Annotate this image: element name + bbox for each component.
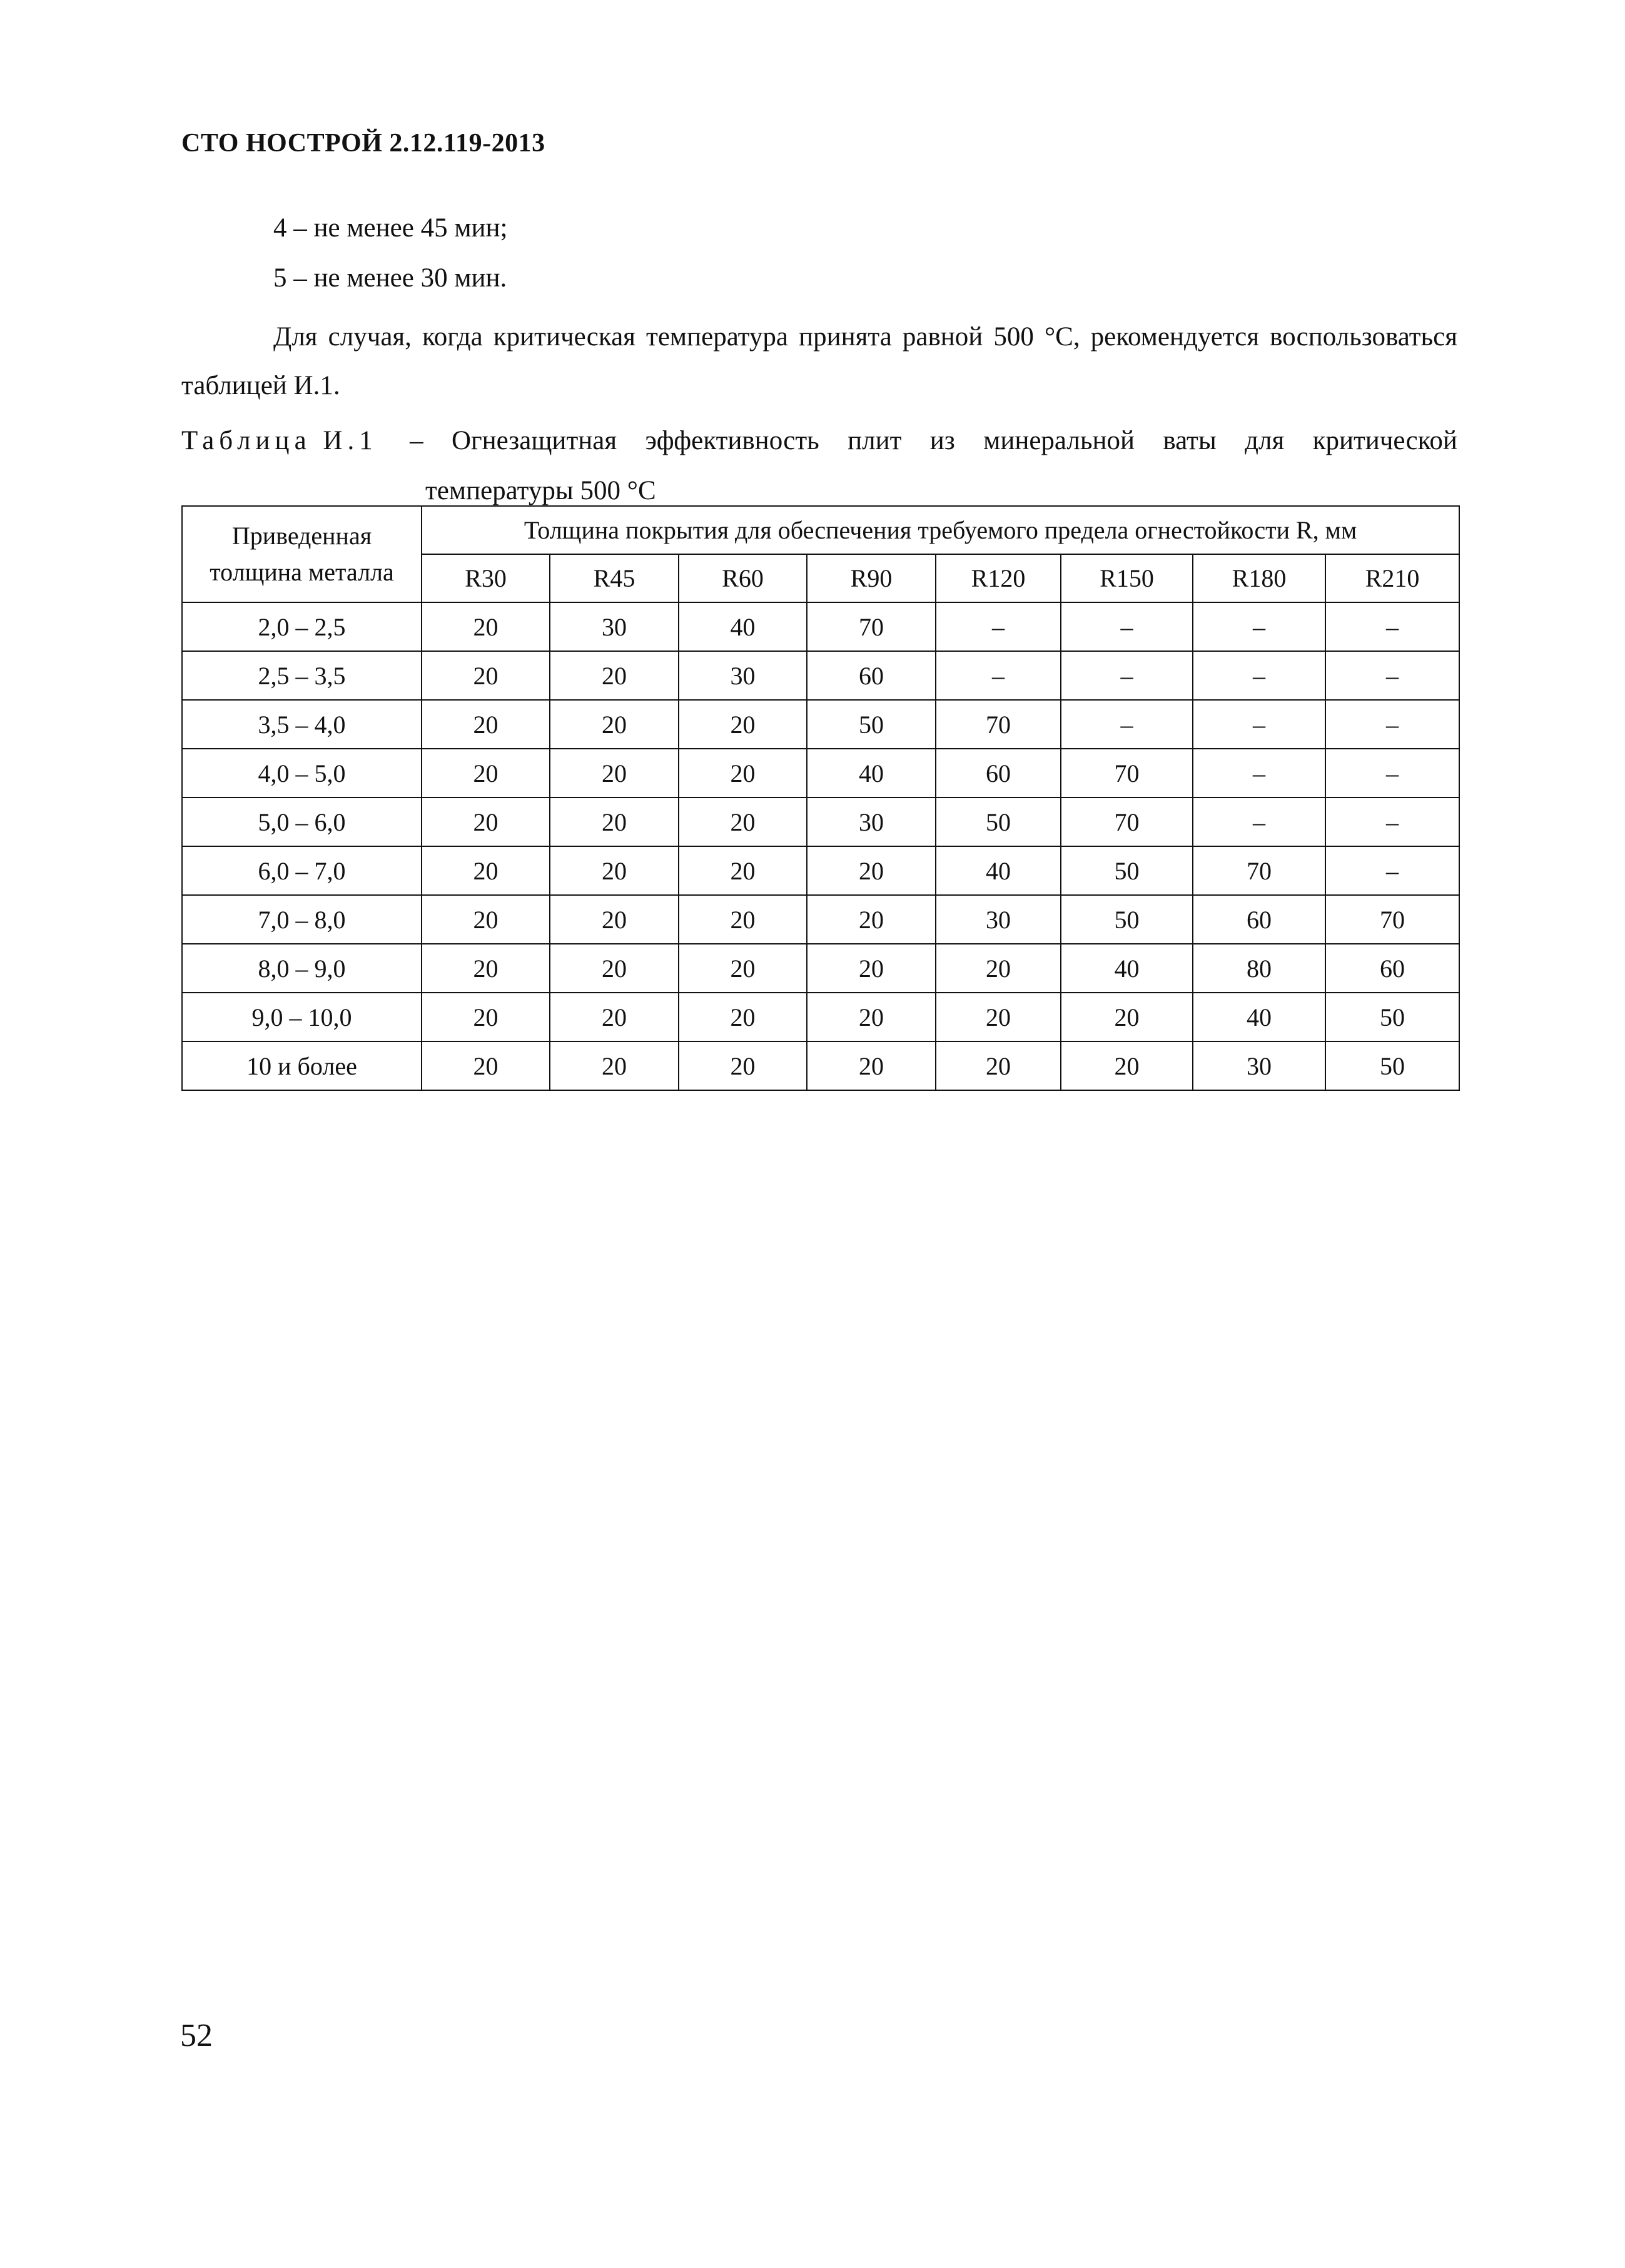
table-row <box>182 895 1459 944</box>
value-cell: 50 <box>1061 846 1193 895</box>
row-label-cell: 2,5 – 3,5 <box>182 651 422 700</box>
value-cell: 20 <box>936 1041 1061 1090</box>
value-cell: 20 <box>679 846 807 895</box>
value-cell: 40 <box>1193 993 1325 1041</box>
caption-word: Огнезащитная <box>451 426 617 455</box>
value-cell: 50 <box>807 700 936 749</box>
value-cell: 20 <box>550 749 679 797</box>
value-cell: 70 <box>1325 895 1459 944</box>
value-cell: 30 <box>936 895 1061 944</box>
row-label-cell: 3,5 – 4,0 <box>182 700 422 749</box>
row-label-cell: 9,0 – 10,0 <box>182 993 422 1041</box>
value-cell: 20 <box>550 651 679 700</box>
page-number: 52 <box>180 2018 213 2053</box>
table-row <box>182 749 1459 797</box>
value-cell: 20 <box>679 993 807 1041</box>
value-cell: – <box>936 602 1061 651</box>
value-cell: 40 <box>1061 944 1193 993</box>
value-cell: 20 <box>422 944 550 993</box>
value-cell: 30 <box>807 797 936 846</box>
value-cell: 20 <box>807 846 936 895</box>
value-cell: 60 <box>936 749 1061 797</box>
row-header-cell: Приведенная толщина металла <box>182 506 422 602</box>
value-cell: 40 <box>936 846 1061 895</box>
value-cell: 40 <box>807 749 936 797</box>
value-cell: – <box>1061 651 1193 700</box>
table-row <box>182 993 1459 1041</box>
table-row <box>182 797 1459 846</box>
document-header: СТО НОСТРОЙ 2.12.119-2013 <box>181 129 545 158</box>
column-header: R150 <box>1061 554 1193 602</box>
row-label-cell: 6,0 – 7,0 <box>182 846 422 895</box>
value-cell: 70 <box>1193 846 1325 895</box>
row-label-cell: 10 и более <box>182 1041 422 1090</box>
value-cell: – <box>1325 749 1459 797</box>
value-cell: 70 <box>1061 749 1193 797</box>
caption-line-2: температуры 500 °С <box>425 476 656 505</box>
value-cell: 60 <box>1193 895 1325 944</box>
row-label-cell: 2,0 – 2,5 <box>182 602 422 651</box>
column-header: R30 <box>422 554 550 602</box>
column-header: R120 <box>936 554 1061 602</box>
row-label-cell: 8,0 – 9,0 <box>182 944 422 993</box>
value-cell: 20 <box>807 895 936 944</box>
value-cell: 20 <box>422 993 550 1041</box>
column-header: R45 <box>550 554 679 602</box>
value-cell: 80 <box>1193 944 1325 993</box>
value-cell: – <box>1193 749 1325 797</box>
value-cell: 20 <box>422 749 550 797</box>
value-cell: 20 <box>422 797 550 846</box>
value-cell: 20 <box>807 1041 936 1090</box>
value-cell: 30 <box>550 602 679 651</box>
value-cell: – <box>1325 602 1459 651</box>
value-cell: – <box>936 651 1061 700</box>
value-cell: 20 <box>936 944 1061 993</box>
value-cell: 60 <box>1325 944 1459 993</box>
column-header: R210 <box>1325 554 1459 602</box>
value-cell: 20 <box>422 1041 550 1090</box>
value-cell: 20 <box>550 944 679 993</box>
caption-prefix: Таблица И.1 <box>181 426 378 455</box>
value-cell: – <box>1325 797 1459 846</box>
value-cell: 20 <box>679 895 807 944</box>
value-cell: 60 <box>807 651 936 700</box>
value-cell: – <box>1325 700 1459 749</box>
value-cell: 40 <box>679 602 807 651</box>
list-item-5: 5 – не менее 30 мин. <box>273 263 507 293</box>
table-row <box>182 602 1459 651</box>
caption-word: эффективность <box>645 426 819 455</box>
value-cell: 70 <box>807 602 936 651</box>
value-cell: 20 <box>422 700 550 749</box>
value-cell: 20 <box>936 993 1061 1041</box>
value-cell: 20 <box>422 651 550 700</box>
table-header-row <box>182 506 1459 554</box>
value-cell: 70 <box>1061 797 1193 846</box>
table-body <box>182 602 1459 1090</box>
value-cell: 20 <box>422 846 550 895</box>
table-row <box>182 1041 1459 1090</box>
fire-protection-table <box>181 505 1460 1091</box>
row-label-cell: 4,0 – 5,0 <box>182 749 422 797</box>
value-cell: 20 <box>550 846 679 895</box>
value-cell: 20 <box>807 944 936 993</box>
value-cell: – <box>1061 602 1193 651</box>
group-header-cell: Толщина покрытия для обеспечения требуемого предела огнестойкости R, мм <box>422 506 1459 554</box>
list-item-4: 4 – не менее 45 мин; <box>273 213 508 243</box>
caption-line-1 <box>181 416 1457 466</box>
value-cell: 50 <box>1325 993 1459 1041</box>
value-cell: 20 <box>1061 1041 1193 1090</box>
table-row <box>182 944 1459 993</box>
caption-word: – <box>410 426 423 455</box>
value-cell: 20 <box>550 895 679 944</box>
caption-word: минеральной <box>983 426 1135 455</box>
caption-word: ваты <box>1163 426 1217 455</box>
value-cell: – <box>1193 797 1325 846</box>
value-cell: 50 <box>936 797 1061 846</box>
table-row <box>182 651 1459 700</box>
value-cell: – <box>1193 602 1325 651</box>
value-cell: 20 <box>550 700 679 749</box>
value-cell: 30 <box>1193 1041 1325 1090</box>
value-cell: – <box>1193 700 1325 749</box>
value-cell: 20 <box>679 944 807 993</box>
body-paragraph: Для случая, когда критическая температура принята равной 500 °С, рекомендуется воспользоваться таблицей И.1. <box>181 322 1457 400</box>
value-cell: 20 <box>679 700 807 749</box>
value-cell: 50 <box>1061 895 1193 944</box>
value-cell: 20 <box>550 993 679 1041</box>
value-cell: 20 <box>1061 993 1193 1041</box>
value-cell: 20 <box>679 797 807 846</box>
value-cell: 20 <box>550 1041 679 1090</box>
caption-word: из <box>929 426 955 455</box>
value-cell: 20 <box>422 602 550 651</box>
value-cell: 20 <box>550 797 679 846</box>
row-label-cell: 5,0 – 6,0 <box>182 797 422 846</box>
value-cell: – <box>1193 651 1325 700</box>
table-caption <box>181 416 1457 516</box>
value-cell: – <box>1325 846 1459 895</box>
value-cell: 50 <box>1325 1041 1459 1090</box>
column-header: R90 <box>807 554 936 602</box>
value-cell: 20 <box>679 749 807 797</box>
table-row <box>182 700 1459 749</box>
column-header: R180 <box>1193 554 1325 602</box>
value-cell: 30 <box>679 651 807 700</box>
caption-word: для <box>1245 426 1285 455</box>
row-label-cell: 7,0 – 8,0 <box>182 895 422 944</box>
column-header: R60 <box>679 554 807 602</box>
value-cell: 20 <box>679 1041 807 1090</box>
value-cell: 70 <box>936 700 1061 749</box>
table-row <box>182 846 1459 895</box>
caption-word: плит <box>848 426 902 455</box>
value-cell: – <box>1061 700 1193 749</box>
value-cell: 20 <box>422 895 550 944</box>
value-cell: 20 <box>807 993 936 1041</box>
caption-word: критической <box>1312 426 1457 455</box>
value-cell: – <box>1325 651 1459 700</box>
